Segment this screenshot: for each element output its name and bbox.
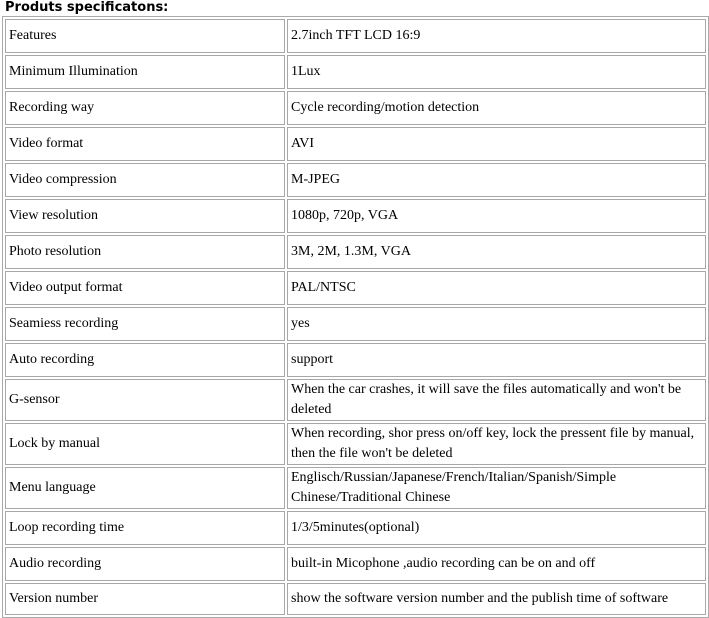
table-row	[5, 55, 706, 89]
spec-label: Photo resolution	[5, 235, 285, 269]
spec-label: Video format	[5, 127, 285, 161]
table-row	[5, 343, 706, 377]
spec-value: When recording, shor press on/off key, lock the pressent file by manual, then the file won't be deleted	[287, 423, 706, 465]
spec-value: built-in Micophone ,audio recording can be on and off	[287, 547, 706, 581]
spec-label: Version number	[5, 583, 285, 615]
spec-label: G-sensor	[5, 379, 285, 421]
table-row	[5, 379, 706, 421]
spec-label: Features	[5, 19, 285, 53]
spec-label: View resolution	[5, 199, 285, 233]
spec-value: When the car crashes, it will save the files automatically and won't be deleted	[287, 379, 706, 421]
page-title: Produts specificatons:	[5, 0, 169, 15]
spec-value: M-JPEG	[287, 163, 706, 197]
spec-value: Englisch/Russian/Japanese/French/Italian/Spanish/Simple Chinese/Traditional Chinese	[287, 467, 706, 509]
table-row	[5, 547, 706, 581]
spec-label: Menu language	[5, 467, 285, 509]
spec-value: show the software version number and the publish time of software	[287, 583, 706, 615]
spec-value: 1/3/5minutes(optional)	[287, 511, 706, 545]
spec-label: Video output format	[5, 271, 285, 305]
spec-value: yes	[287, 307, 706, 341]
spec-value: Cycle recording/motion detection	[287, 91, 706, 125]
table-row	[5, 511, 706, 545]
spec-value: 2.7inch TFT LCD 16:9	[287, 19, 706, 53]
spec-value: PAL/NTSC	[287, 271, 706, 305]
spec-value: 1Lux	[287, 55, 706, 89]
table-row	[5, 127, 706, 161]
spec-label: Auto recording	[5, 343, 285, 377]
table-row	[5, 199, 706, 233]
table-row	[5, 271, 706, 305]
spec-value: AVI	[287, 127, 706, 161]
table-row	[5, 91, 706, 125]
spec-label: Loop recording time	[5, 511, 285, 545]
table-row	[5, 235, 706, 269]
spec-value: 3M, 2M, 1.3M, VGA	[287, 235, 706, 269]
spec-label: Recording way	[5, 91, 285, 125]
spec-label: Seamiess recording	[5, 307, 285, 341]
table-row	[5, 307, 706, 341]
spec-label: Audio recording	[5, 547, 285, 581]
spec-value: support	[287, 343, 706, 377]
spec-label: Lock by manual	[5, 423, 285, 465]
spec-label: Minimum Illumination	[5, 55, 285, 89]
table-row	[5, 467, 706, 509]
table-row	[5, 583, 706, 615]
table-row	[5, 19, 706, 53]
spec-value: 1080p, 720p, VGA	[287, 199, 706, 233]
table-row	[5, 423, 706, 465]
specifications-table	[2, 16, 709, 618]
spec-label: Video compression	[5, 163, 285, 197]
table-row	[5, 163, 706, 197]
